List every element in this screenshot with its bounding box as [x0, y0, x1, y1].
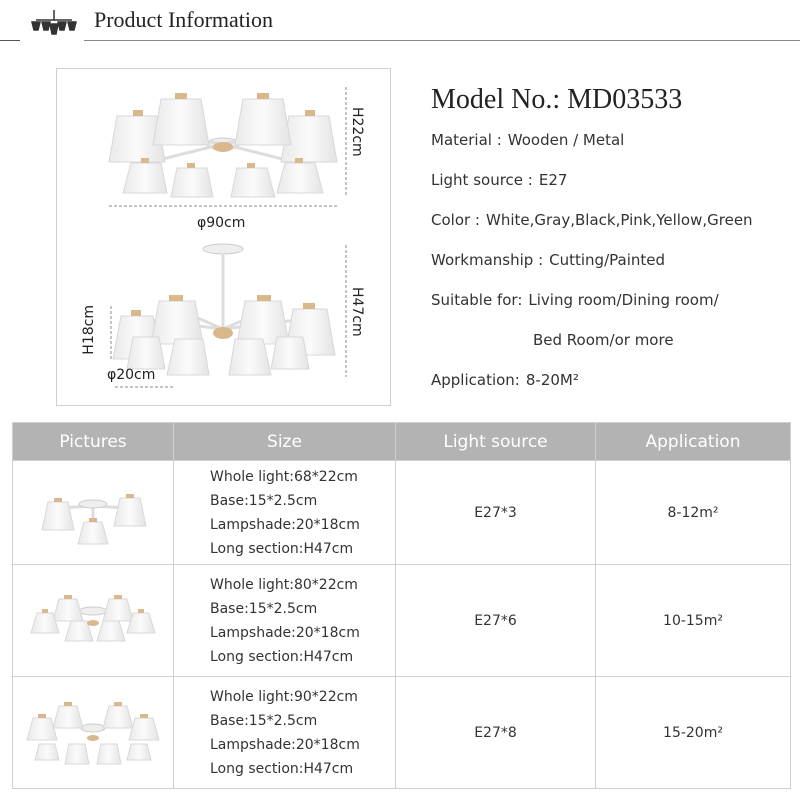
light-source-cell: E27*6 [396, 565, 596, 677]
chandelier-6-heads-icon [25, 589, 161, 653]
bottom-height-label: H47cm [349, 287, 365, 337]
size-whole-light: Whole light:68*22cm [210, 468, 358, 485]
spec-light-value: E27 [538, 171, 568, 189]
size-long-section: Long section:H47cm [210, 760, 354, 777]
size-long-section: Long section:H47cm [210, 540, 354, 557]
page-header [0, 0, 800, 42]
size-base: Base:15*2.5cm [210, 712, 318, 729]
spec-material-label: Material : [431, 131, 502, 149]
size-lampshade: Lampshade:20*18cm [210, 736, 360, 753]
product-variants-table [12, 422, 791, 789]
header-size: Size [174, 423, 396, 461]
light-source-cell: E27*3 [396, 461, 596, 565]
header-divider-left [0, 40, 20, 41]
top-width-label: φ90cm [197, 215, 246, 231]
model-number: Model No.: MD03533 [431, 84, 683, 115]
spec-workmanship-value: Cutting/Painted [549, 251, 666, 269]
light-source-cell: E27*8 [396, 677, 596, 789]
bottom-chandelier-illustration [111, 244, 346, 387]
application-cell: 15-20m² [596, 677, 791, 789]
size-base: Base:15*2.5cm [210, 492, 318, 509]
application-cell: 10-15m² [596, 565, 791, 677]
size-long-section: Long section:H47cm [210, 648, 354, 665]
chandelier-3-heads-icon [28, 478, 158, 548]
dimension-diagram [56, 68, 391, 406]
spec-material [431, 131, 624, 149]
spec-suitable-value: Living room/Dining room/ [528, 291, 719, 309]
size-whole-light: Whole light:80*22cm [210, 576, 358, 593]
bottom-shade-height-label: H18cm [81, 305, 97, 355]
size-whole-light: Whole light:90*22cm [210, 688, 358, 705]
picture-cell [13, 461, 174, 565]
spec-suitable-continued: Bed Room/or more [533, 331, 674, 349]
spec-color [431, 211, 753, 229]
picture-cell [13, 677, 174, 789]
header-pictures: Pictures [13, 423, 174, 461]
spec-suitable [431, 291, 719, 309]
header-light-source: Light source [396, 423, 596, 461]
header-application: Application [596, 423, 791, 461]
table-row [13, 461, 791, 565]
spec-application-value: 8-20M² [525, 371, 579, 389]
spec-suitable-label: Suitable for: [431, 291, 523, 309]
chandelier-dimension-drawing [57, 69, 390, 405]
size-lampshade: Lampshade:20*18cm [210, 624, 360, 641]
chandelier-logo-icon [30, 8, 78, 36]
page-title: Product Information [94, 7, 274, 32]
spec-light-source [431, 171, 567, 189]
table-row [13, 565, 791, 677]
table-header-row [13, 423, 791, 461]
table-row [13, 677, 791, 789]
size-cell [174, 565, 396, 677]
chandelier-8-heads-icon [23, 698, 163, 768]
bottom-base-label: φ20cm [107, 367, 156, 383]
size-base: Base:15*2.5cm [210, 600, 318, 617]
spec-workmanship [431, 251, 665, 269]
spec-workmanship-label: Workmanship : [431, 251, 544, 269]
spec-application-label: Application: [431, 371, 520, 389]
spec-color-value: White,Gray,Black,Pink,Yellow,Green [485, 211, 753, 229]
size-cell [174, 677, 396, 789]
size-cell [174, 461, 396, 565]
spec-application [431, 371, 579, 389]
size-lampshade: Lampshade:20*18cm [210, 516, 360, 533]
top-height-label: H22cm [349, 107, 365, 157]
spec-color-label: Color : [431, 211, 480, 229]
application-cell: 8-12m² [596, 461, 791, 565]
spec-light-label: Light source : [431, 171, 533, 189]
picture-cell [13, 565, 174, 677]
top-chandelier-illustration [109, 87, 346, 206]
header-divider [84, 40, 800, 41]
spec-material-value: Wooden / Metal [507, 131, 625, 149]
